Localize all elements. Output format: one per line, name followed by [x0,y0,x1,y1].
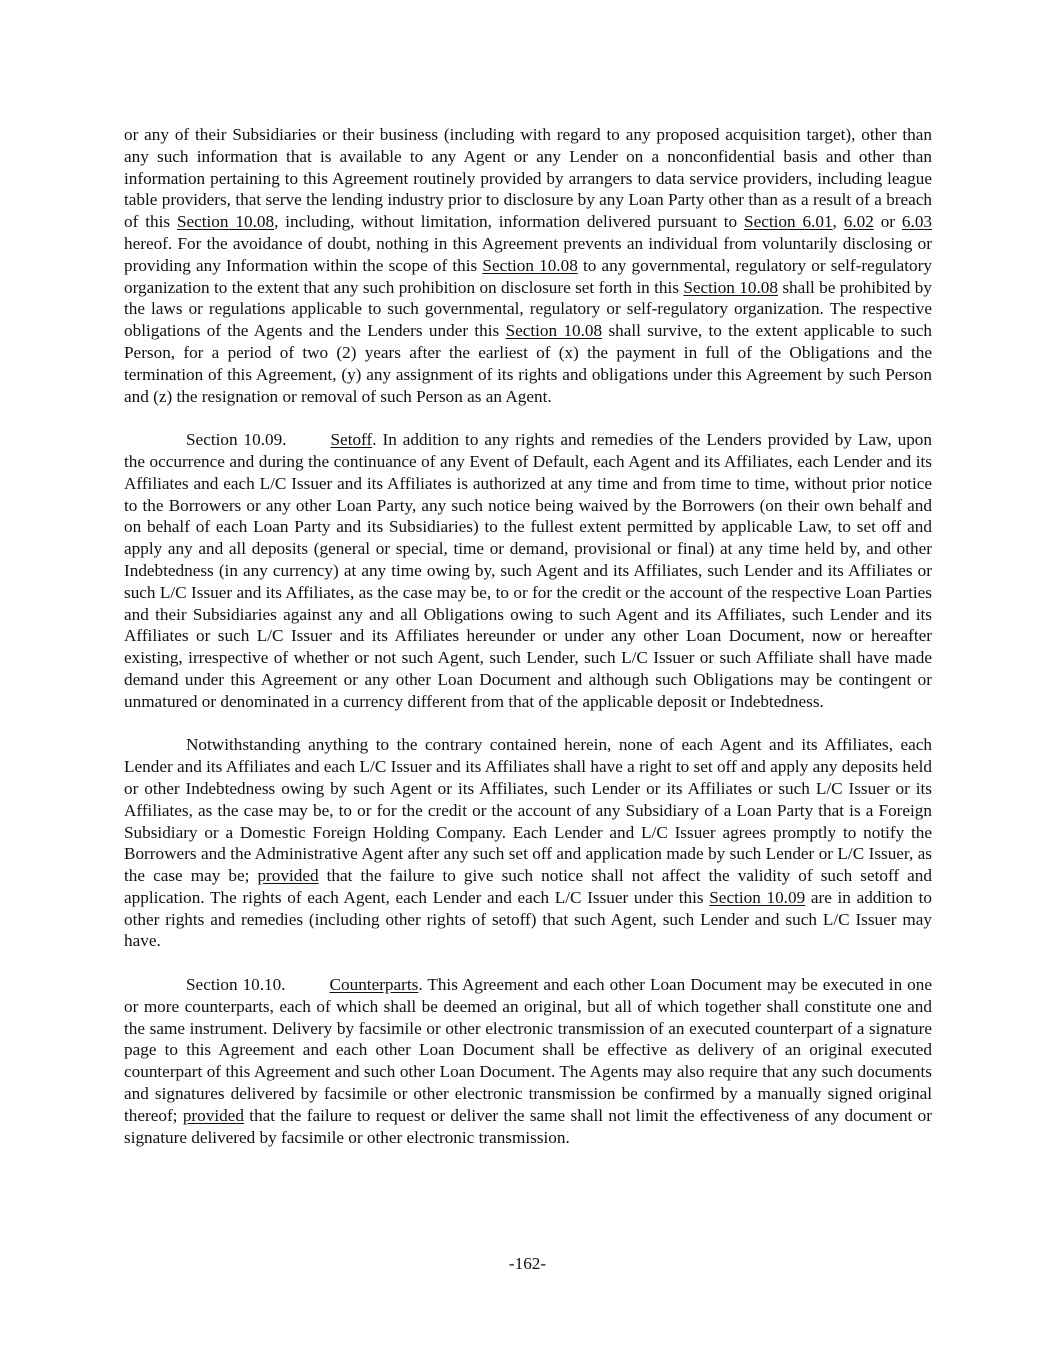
text-run: , including, without limitation, information delivered pursuant to [274,212,745,232]
text-run: shall be prohibited by the laws or regulations applicable to such governmental, regulatory or self-regulatory organization. The respective obligations of the Agents and the Lenders under this [124,277,932,341]
text-run: that the failure to request or deliver the same shall not limit the effectiveness of any document or signature delivered by facsimile or other electronic transmission. [124,1105,932,1147]
section-number: Section 10.09. [186,430,287,450]
page-number: -162- [508,1254,547,1273]
paragraph-setoff-limitations [124,734,932,952]
paragraph-confidentiality-continued [124,124,932,407]
section-reference: Section 10.08 [482,255,578,275]
section-heading: Counterparts [329,975,419,995]
text-run: , [832,212,844,232]
text-run: . In addition to any rights and remedies of the Lenders provided by Law, upon the occurrence and during the continuance of any Event of Default, each Agent and its Affiliates, each Lender and its Affiliates and each L/C Issuer and its Affiliates is authorized at any time and from time to time, without prior notice to the Borrowers or any other Loan Party, any such notice being waived by the Borrowers (on their own behalf and on behalf of each Loan Party and its Subsidiaries) to the fullest extent permitted by applicable Law, to set off and apply any and all deposits (general or special, time or demand, provisional or final) at any time held by, and other Indebtedness (in any currency) at any time owing by, such Agent and its Affiliates, such Lender and its Affiliates or such L/C Issuer and its Affiliates, as the case may be, to or for the credit or the account of the respective Loan Parties and their Subsidiaries against any and all Obligations owing to such Agent and its Affiliates, such Lender and its Affiliates or such L/C Issuer and its Affiliates hereunder or under any other Loan Document, now or hereafter existing, irrespective of whether or not such Agent, such Lender, such L/C Issuer or such Affiliate shall have made demand under this Agreement or any other Loan Document and although such Obligations may be contingent or unmatured or denominated in a currency different from that of the applicable deposit or Indebtedness. [124,430,932,711]
section-heading: Setoff [330,430,373,450]
provided-term: provided [182,1105,244,1125]
section-reference: Section 10.09 [709,887,806,907]
section-reference: 6.02 [843,212,874,232]
text-run: are in addition to other rights and remedies (including other rights of setoff) that such Agent, such Lender and such L/C Issuer may have. [124,887,932,951]
text-run: shall survive, to the extent applicable to such Person, for a period of two (2) years after the earliest of (x) the payment in full of the Obligations and the termination of this Agreement, (y) any assignment of its rights and obligations under this Agreement by such Person and (z) the resignation or removal of such Person as an Agent. [124,321,932,406]
text-run: or any of their Subsidiaries or their business (including with regard to any proposed acquisition target), other than any such information that is available to any Agent or any Lender on a nonconfidential basis and other than information pertaining to this Agreement routinely provided by arrangers to data service providers, including league table providers, that serve the lending industry prior to disclosure by any Loan Party other than as a result of a breach of this [124,125,932,232]
text-run: hereof. For the avoidance of doubt, nothing in this Agreement prevents an individual from voluntarily disclosing or providing any Information within the scope of this [124,233,932,275]
text-run: that the failure to give such notice shall not affect the validity of such setoff and application. The rights of each Agent, each Lender and each L/C Issuer under this [124,866,932,907]
section-reference: Section 10.08 [176,212,275,232]
provided-term: provided [257,866,319,886]
section-10-10-counterparts [124,974,932,1148]
section-reference: Section 6.01 [744,212,833,232]
section-10-09-setoff [124,429,932,712]
text-run: or [873,212,902,232]
text-run: to any governmental, regulatory or self-regulatory organization to the extent that any such prohibition on disclosure set forth in this [124,255,932,297]
document-page [124,124,932,1170]
section-reference: Section 10.08 [683,277,778,297]
text-run: Notwithstanding anything to the contrary contained herein, none of each Agent and its Affiliates, each Lender and its Affiliates and each L/C Issuer and its Affiliates shall have a right to set off and apply any deposits held or other Indebtedness owing by such Agent or its Affiliates, such Lender or its Affiliates or such L/C Issuer or its Affiliates, as the case may be, to or for the credit or the account of any Subsidiary of a Loan Party that is a Foreign Subsidiary or a Domestic Foreign Holding Company. Each Lender and L/C Issuer agrees promptly to notify the Borrowers and the Administrative Agent after any such set off and application made by such Lender or L/C Issuer, as the case may be; [124,735,932,886]
section-reference: Section 10.08 [505,321,603,341]
section-reference: 6.03 [901,212,932,232]
text-run: . This Agreement and each other Loan Document may be executed in one or more counterparts, each of which shall be deemed an original, but all of which together shall constitute one and the same instrument. Delivery by facsimile or other electronic transmission of an executed counterpart of a signature page to this Agreement and each other Loan Document shall be effective as delivery of an original executed counterpart of this Agreement and such other Loan Document. The Agents may also require that any such documents and signatures delivered by facsimile or other electronic transmission be confirmed by a manually signed original thereof; [124,975,932,1125]
section-number: Section 10.10. [186,975,286,995]
